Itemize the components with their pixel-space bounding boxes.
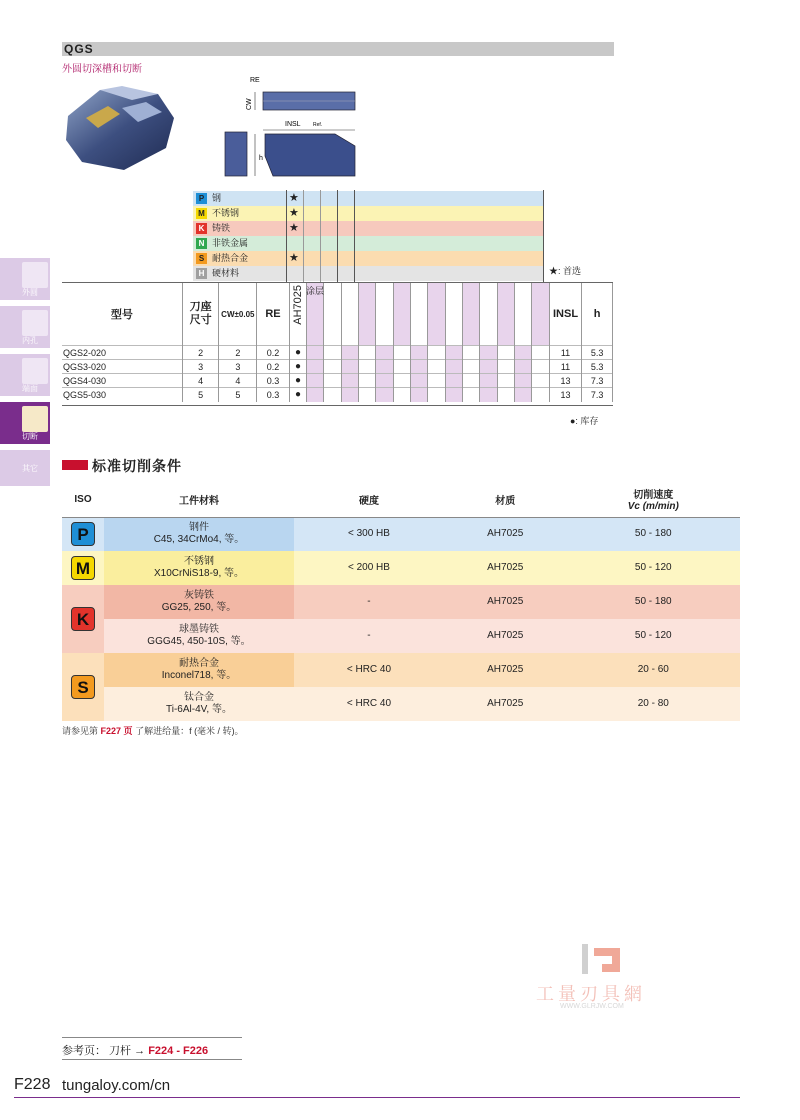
coating-cell <box>411 346 428 360</box>
cell-seat: 4 <box>182 374 219 388</box>
cell-hardness: < HRC 40 <box>346 698 392 709</box>
feed-note-post: 了解进给量：f (毫米 / 转)。 <box>135 726 244 736</box>
preferred-star: ★ <box>289 192 299 204</box>
coating-cell <box>324 346 341 360</box>
side-tab-label: 内孔 <box>22 336 38 345</box>
table-row <box>62 517 740 551</box>
coating-cell <box>445 360 462 374</box>
cell-model: QGS4-030 <box>62 374 182 388</box>
footer-rule <box>14 1097 740 1098</box>
tab-thumbnail <box>22 310 48 336</box>
table-row <box>62 585 740 619</box>
coating-cell <box>532 388 549 402</box>
coating-col <box>359 283 376 346</box>
cell-re: 0.2 <box>257 346 290 360</box>
watermark-logo <box>580 942 626 976</box>
coating-cell <box>307 360 324 374</box>
coating-cell <box>445 346 462 360</box>
page-title: QGS <box>64 42 94 56</box>
coating-cell <box>324 360 341 374</box>
material-row <box>193 191 543 206</box>
cell-h: 5.3 <box>582 346 613 360</box>
coating-cell <box>307 388 324 402</box>
material-name: 铸铁 <box>212 223 231 233</box>
coating-col <box>497 283 514 346</box>
coating-cell <box>324 374 341 388</box>
table-row <box>62 619 740 653</box>
material-row <box>193 206 543 221</box>
legend-divider <box>337 190 338 282</box>
work-material-cell <box>104 687 294 721</box>
col-grade: 材质 <box>444 482 567 517</box>
coating-cell <box>307 374 324 388</box>
work-material-cell <box>104 551 294 585</box>
material-row <box>193 251 543 266</box>
ref-link[interactable]: F224 - F226 <box>148 1045 209 1057</box>
coating-cell <box>341 346 358 360</box>
work-material-examples: GGG45, 450-10S, 等。 <box>147 636 251 647</box>
material-name: 不锈钢 <box>212 208 240 218</box>
coating-col <box>411 283 428 346</box>
work-material-cell <box>104 619 294 653</box>
site-url[interactable]: tungaloy.com/cn <box>62 1077 171 1094</box>
star-note: ★: 首选 <box>549 266 582 276</box>
table-top-rule <box>62 282 613 283</box>
table-row <box>62 374 613 388</box>
coating-cell <box>480 360 497 374</box>
coating-cell <box>393 360 410 374</box>
coating-cell <box>532 346 549 360</box>
page-number: F228 <box>14 1076 51 1093</box>
coating-cell <box>532 374 549 388</box>
work-material-name: 球墨铸铁 <box>179 624 219 635</box>
coating-cell <box>393 374 410 388</box>
cell-seat: 5 <box>182 388 219 402</box>
insert-image <box>62 78 177 173</box>
cutting-table <box>62 482 740 721</box>
material-code-badge: P <box>196 193 207 204</box>
grade-label: AH7025 <box>291 285 304 325</box>
iso-cell <box>62 551 104 585</box>
cell-stock: ● <box>289 374 306 388</box>
coating-cell <box>376 388 393 402</box>
coating-cell <box>463 374 480 388</box>
table-row <box>62 687 740 721</box>
coating-cell <box>515 346 532 360</box>
cell-seat: 2 <box>182 346 219 360</box>
dim-h-label: h <box>259 155 263 162</box>
coating-cell <box>359 360 376 374</box>
side-tab-face[interactable] <box>0 354 50 396</box>
legend-divider <box>303 190 304 282</box>
work-material-name: 钛合金 <box>184 692 214 703</box>
coating-cell <box>532 360 549 374</box>
coating-cell <box>428 346 445 360</box>
col-h: h <box>582 283 613 346</box>
cell-grade: AH7025 <box>487 528 524 540</box>
cell-insl: 13 <box>549 374 582 388</box>
side-tab-label: 切断 <box>22 432 38 441</box>
cell-cw: 4 <box>219 374 257 388</box>
col-speed <box>567 482 740 517</box>
cell-insl: 13 <box>549 388 582 402</box>
coating-col <box>341 283 358 346</box>
cell-stock: ● <box>289 360 306 374</box>
header-bar <box>62 42 614 56</box>
coating-col <box>480 283 497 346</box>
coating-cell <box>376 374 393 388</box>
coating-cell <box>411 360 428 374</box>
coating-cell <box>376 346 393 360</box>
coating-col <box>532 283 549 346</box>
material-row <box>193 266 543 281</box>
dimension-drawing <box>215 72 365 182</box>
col-grade <box>289 283 306 346</box>
coating-col <box>393 283 410 346</box>
coating-cell <box>463 388 480 402</box>
side-tab-other[interactable] <box>0 450 50 486</box>
table-row <box>62 653 740 687</box>
cell-speed: 50 - 120 <box>634 562 672 573</box>
side-tab-outer[interactable] <box>0 258 50 300</box>
material-name: 钢 <box>212 193 222 203</box>
coating-cell <box>497 346 514 360</box>
dim-insl-label: INSL <box>285 121 301 128</box>
cell-grade: AH7025 <box>487 630 524 641</box>
work-material-cell <box>104 653 294 687</box>
cell-model: QGS3-020 <box>62 360 182 374</box>
feed-note-link[interactable]: F227 页 <box>100 726 133 736</box>
iso-cell <box>62 653 104 721</box>
work-material-name: 耐热合金 <box>179 658 219 669</box>
watermark-text: 工量刃具網 <box>536 984 646 1004</box>
work-material-name: 钢件 <box>189 522 209 534</box>
coating-col <box>463 283 480 346</box>
material-name: 耐热合金 <box>212 253 249 263</box>
coating-cell <box>497 374 514 388</box>
col-cw: CW±0.05 <box>219 283 257 346</box>
coating-cell <box>393 346 410 360</box>
cell-hardness: < HRC 40 <box>346 664 392 675</box>
dim-ref-label: Ref. <box>313 122 323 128</box>
iso-badge: S <box>71 675 95 699</box>
coating-cell <box>307 346 324 360</box>
legend-divider <box>543 190 544 282</box>
cell-cw: 5 <box>219 388 257 402</box>
cell-h: 7.3 <box>582 388 613 402</box>
coating-col <box>376 283 393 346</box>
coating-cell <box>515 388 532 402</box>
speed-header-1: 切削速度 <box>633 490 674 502</box>
material-code-badge: K <box>196 223 207 234</box>
coating-cell <box>359 374 376 388</box>
cell-h: 7.3 <box>582 374 613 388</box>
coating-cell <box>393 388 410 402</box>
coating-cell <box>341 388 358 402</box>
cell-cw: 3 <box>219 360 257 374</box>
cell-speed: 50 - 120 <box>634 630 672 641</box>
table-row <box>62 388 613 402</box>
col-model: 型号 <box>62 283 182 346</box>
material-code-badge: N <box>196 238 207 249</box>
coating-cell <box>515 374 532 388</box>
work-material-examples: Inconel718, 等。 <box>161 670 237 681</box>
cell-re: 0.3 <box>257 374 290 388</box>
work-material-cell <box>104 517 294 551</box>
col-re: RE <box>257 283 290 346</box>
work-material-name: 不锈钢 <box>184 556 214 567</box>
iso-cell <box>62 585 104 653</box>
material-code-badge: H <box>196 268 207 279</box>
cell-seat: 3 <box>182 360 219 374</box>
iso-badge: M <box>71 556 95 580</box>
cell-model: QGS2-020 <box>62 346 182 360</box>
section-title: 标准切削条件 <box>92 458 182 474</box>
side-tab-label: 其它 <box>22 464 38 473</box>
iso-cell <box>62 517 104 551</box>
reference-line <box>62 1042 208 1058</box>
coating-cell <box>463 346 480 360</box>
coating-col <box>445 283 462 346</box>
page-subtitle: 外圆切深槽和切断 <box>62 64 142 75</box>
col-iso: ISO <box>62 482 104 517</box>
coating-cell <box>480 374 497 388</box>
coating-col <box>428 283 445 346</box>
work-material-examples: C45, 34CrMo4, 等。 <box>153 534 245 546</box>
material-code-badge: S <box>196 253 207 264</box>
table-row <box>62 346 613 360</box>
tab-thumbnail <box>22 262 48 288</box>
coating-cell <box>341 360 358 374</box>
section-icon <box>62 460 88 470</box>
cell-re: 0.3 <box>257 388 290 402</box>
cell-insl: 11 <box>549 360 582 374</box>
ref-rule-top <box>62 1037 242 1038</box>
work-material-examples: GG25, 250, 等。 <box>161 602 237 613</box>
cell-grade: AH7025 <box>487 698 524 709</box>
ref-prefix: 参考页： 刀杆 → <box>62 1045 146 1057</box>
work-material-cell <box>104 585 294 619</box>
work-material-examples: X10CrNiS18-9, 等。 <box>153 568 245 579</box>
col-work: 工件材料 <box>104 482 294 517</box>
material-code-badge: M <box>196 208 207 219</box>
preferred-star: ★ <box>289 207 299 219</box>
cell-hardness: < 200 HB <box>347 562 390 573</box>
coating-cell <box>497 360 514 374</box>
coating-cell <box>428 360 445 374</box>
cell-speed: 50 - 180 <box>634 596 672 607</box>
coating-header: 涂层 <box>306 286 325 296</box>
legend-divider <box>286 190 287 282</box>
coating-cell <box>445 388 462 402</box>
cell-grade: AH7025 <box>487 562 524 573</box>
coating-cell <box>428 388 445 402</box>
coating-cell <box>341 374 358 388</box>
side-tab-partoff[interactable] <box>0 402 50 444</box>
cell-re: 0.2 <box>257 360 290 374</box>
cell-speed: 20 - 60 <box>637 664 669 675</box>
tab-thumbnail <box>22 358 48 384</box>
coating-cell <box>463 360 480 374</box>
feed-note <box>62 724 244 737</box>
cell-grade: AH7025 <box>487 596 524 607</box>
cell-hardness: - <box>367 630 371 641</box>
watermark-url: WWW.GLRJW.COM <box>560 1003 624 1010</box>
ref-rule-bottom <box>62 1059 242 1060</box>
coating-cell <box>411 374 428 388</box>
work-material-examples: Ti-6Al-4V, 等。 <box>166 704 232 715</box>
coating-col <box>324 283 341 346</box>
tab-thumbnail <box>22 406 48 432</box>
feed-note-pre: 请参见第 <box>62 726 99 736</box>
coating-cell <box>445 374 462 388</box>
dim-cw-label: CW <box>246 98 253 110</box>
coating-cell <box>376 360 393 374</box>
cell-insl: 11 <box>549 346 582 360</box>
cell-cw: 2 <box>219 346 257 360</box>
preferred-star: ★ <box>289 222 299 234</box>
cell-hardness: < 300 HB <box>347 528 390 540</box>
coating-cell <box>411 388 428 402</box>
cell-grade: AH7025 <box>487 664 524 675</box>
coating-cell <box>515 360 532 374</box>
side-tab-inner[interactable] <box>0 306 50 348</box>
coating-cell <box>359 388 376 402</box>
iso-badge: P <box>71 522 95 546</box>
coating-cell <box>324 388 341 402</box>
table-row <box>62 551 740 585</box>
cell-h: 5.3 <box>582 360 613 374</box>
material-name: 非铁金属 <box>212 238 249 248</box>
product-table <box>62 282 613 402</box>
cell-hardness: - <box>367 596 371 607</box>
col-insl: INSL <box>549 283 582 346</box>
legend-divider <box>354 190 355 282</box>
work-material-name: 灰铸铁 <box>184 590 214 601</box>
dim-re-label: RE <box>250 77 260 84</box>
col-seat: 刀座 尺寸 <box>182 283 219 346</box>
coating-cell <box>480 346 497 360</box>
coating-cell <box>359 346 376 360</box>
coating-cell <box>428 374 445 388</box>
col-hardness: 硬度 <box>294 482 444 517</box>
cell-stock: ● <box>289 346 306 360</box>
material-name: 硬材料 <box>212 268 240 278</box>
speed-header-2: Vc (m/min) <box>627 501 679 513</box>
coating-cell <box>497 388 514 402</box>
coating-cell <box>480 388 497 402</box>
side-tab-label: 端面 <box>22 384 38 393</box>
table-row <box>62 360 613 374</box>
cell-speed: 20 - 80 <box>637 698 669 709</box>
legend-divider <box>320 190 321 282</box>
coating-col <box>515 283 532 346</box>
cell-stock: ● <box>289 388 306 402</box>
material-row <box>193 221 543 236</box>
cell-model: QGS5-030 <box>62 388 182 402</box>
stock-note: ●: 库存 <box>570 416 599 426</box>
cell-speed: 50 - 180 <box>634 528 672 540</box>
material-row <box>193 236 543 251</box>
table-bottom-rule <box>62 405 613 406</box>
side-tab-label: 外圆 <box>22 288 38 297</box>
preferred-star: ★ <box>289 252 299 264</box>
iso-badge: K <box>71 607 95 631</box>
